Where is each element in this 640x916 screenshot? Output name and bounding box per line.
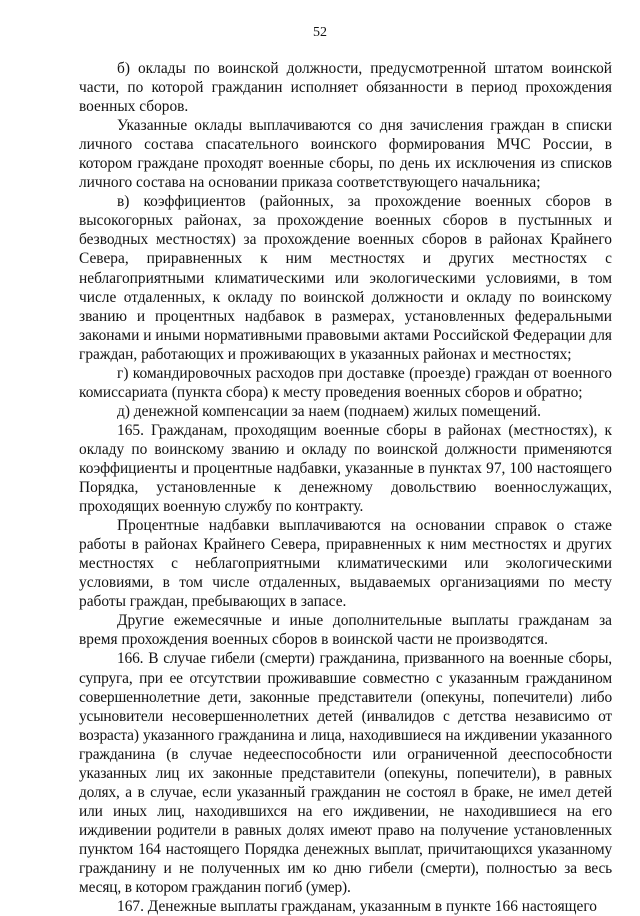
document-body: [79, 59, 612, 916]
page-number: 52: [313, 25, 327, 40]
paragraph-g: г) командировочных расходов при доставке (проезде) граждан от военного комиссариата (пункта сбора) к месту проведения военных сборов и обратно;: [79, 364, 612, 401]
paragraph-b: б) оклады по воинской должности, предусмотренной штатом воинской части, по которой гражданин исполняет обязанности в период прохождения военных сборов.: [79, 60, 612, 116]
paragraph-v: в) коэффициентов (районных, за прохождение военных сборов в высокогорных районах, за прохождение военных сборов в пустынных и безводных местностях) за прохождение военных сборов в районах Крайнего Севера, приравненных к ним местностях и других местностях с неблагоприятными климатическими или экологическими условиями, в том числе отдаленных, к окладу по воинской должности и окладу по воинскому званию и процентных надбавок в размерах, установленных федеральными законами и иными нормативными правовыми актами Российской Федерации для граждан, работающих и проживающих в указанных районах и местностях;: [79, 193, 612, 363]
paragraph-d: д) денежной компенсации за наем (поднаем) жилых помещений.: [117, 402, 541, 420]
paragraph-other-payments: Другие ежемесячные и иные дополнительные выплаты гражданам за время прохождения военных сборов в воинской части не производятся.: [79, 612, 612, 649]
paragraph-salary-note: Указанные оклады выплачиваются со дня зачисления граждан в списки личного состава спасательного воинского формирования МЧС России, в котором граждане проходят военные сборы, по день их исключения из списков личного состава на основании приказа соответствующего начальника;: [79, 117, 612, 192]
paragraph-167: 167. Денежные выплаты гражданам, указанным в пункте 166 настоящего: [117, 898, 597, 916]
paragraph-165: 165. Гражданам, проходящим военные сборы в районах (местностях), к окладу по воинскому званию и окладу по воинской должности применяются коэффициенты и процентные надбавки, указанные в пунктах 97, 100 настоящего Порядка, установленные к денежному довольствию военнослужащих, проходящих военную службу по контракту.: [79, 421, 612, 516]
paragraph-166: 166. В случае гибели (смерти) гражданина, призванного на военные сборы, супруга, при ее отсутствии проживавшие совместно с указанным гражданином совершеннолетние дети, законные представители (опекуны, попечители) либо усыновители несовершеннолетних детей (инвалидов с детства независимо от возраста) указанного гражданина и лица, находившиеся на иждивении указанного гражданина (в случае недееспособности или ограниченной дееспособности указанных лиц их законные представители (опекуны, попечители), в равных долях, а в случае, если указанный гражданин не состоял в браке, не имел детей или иных лиц, находившихся на его иждивении, не находившиеся на его иждивении родители в равных долях имеют право на получение установленных пунктом 164 настоящего Порядка денежных выплат, причитающихся указанному гражданину и не полученных им ко дню гибели (смерти), полностью за весь месяц, в котором гражданин погиб (умер).: [79, 650, 612, 897]
paragraph-allowances: Процентные надбавки выплачиваются на основании справок о стаже работы в районах Крайнего Севера, приравненных к ним местностях и других местностях с неблагоприятными климатическими или экологическими условиями, в том числе отдаленных, выдаваемых организациями по месту работы граждан, пребывающих в запасе.: [79, 517, 612, 611]
